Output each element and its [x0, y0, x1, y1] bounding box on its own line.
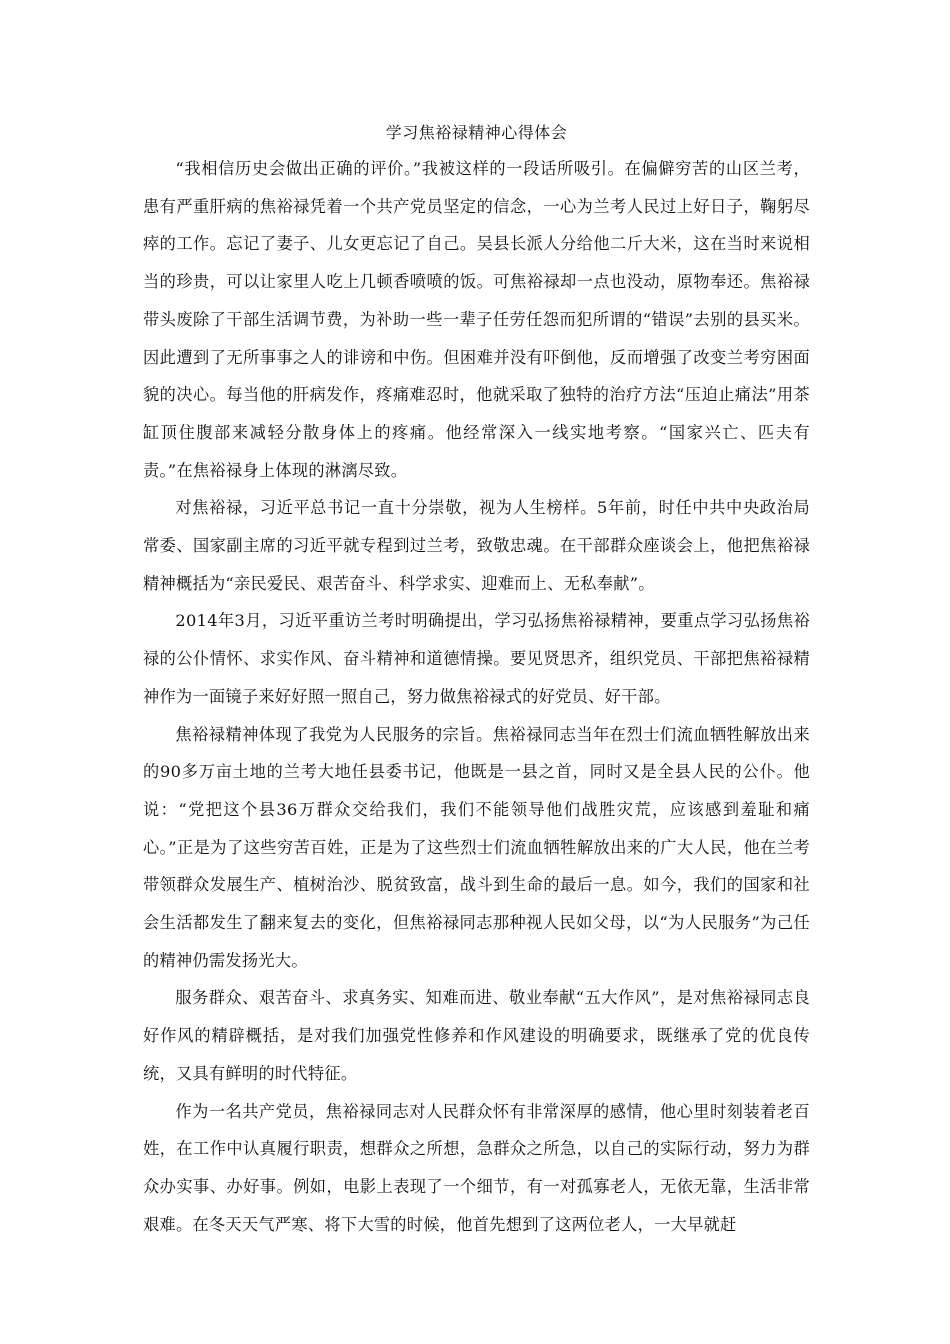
paragraph-6: 作为一名共产党员，焦裕禄同志对人民群众怀有非常深厚的感情，他心里时刻装着老百姓，在工作中认真履行职责，想群众之所想，急群众之所急，以自己的实际行动，努力为群众办实事、办好事。例如，电影上表现了一个细节，有一对孤寡老人，无依无靠，生活非常艰难。在冬天天气严寒、将下大雪的时候，他首先想到了这两位老人，一大早就赶 [143, 1101, 810, 1234]
document-title: 学习焦裕禄精神心得体会 [385, 123, 568, 142]
paragraph-3: 2014年3月，习近平重访兰考时明确提出，学习弘扬焦裕禄精神，要重点学习弘扬焦裕禄的公仆情怀、求实作风、奋斗精神和道德情操。要见贤思齐，组织党员、干部把焦裕禄精神作为一面镜子来好好照一照自己，努力做焦裕禄式的好党员、好干部。 [143, 611, 810, 706]
document-body [143, 116, 810, 1243]
paragraph-4: 焦裕禄精神体现了我党为人民服务的宗旨。焦裕禄同志当年在烈士们流血牺牲解放出来的90多万亩土地的兰考大地任县委书记，他既是一县之首，同时又是全县人民的公仆。他说：“党把这个县36万群众交给我们，我们不能领导他们战胜灾荒，应该感到羞耻和痛心。”正是为了这些穷苦百姓，正是为了这些烈士们流血牺牲解放出来的广大人民，他在兰考带领群众发展生产、植树治沙、脱贫致富，战斗到生命的最后一息。如今，我们的国家和社会生活都发生了翻来复去的变化，但焦裕禄同志那种视人民如父母，以“为人民服务”为己任的精神仍需发扬光大。 [143, 724, 810, 970]
paragraph-2: 对焦裕禄，习近平总书记一直十分崇敬，视为人生榜样。5年前，时任中共中央政治局常委、国家副主席的习近平就专程到过兰考，致敬忠魂。在干部群众座谈会上，他把焦裕禄精神概括为“亲民爱民、艰苦奋斗、科学求实、迎难而上、无私奉献”。 [143, 498, 810, 593]
paragraph-5: 服务群众、艰苦奋斗、求真务实、知难而进、敬业奉献“五大作风”，是对焦裕禄同志良好作风的精辟概括，是对我们加强党性修养和作风建设的明确要求，既继承了党的优良传统，又具有鲜明的时代特征。 [143, 988, 810, 1083]
paragraph-1: “我相信历史会做出正确的评价。”我被这样的一段话所吸引。在偏僻穷苦的山区兰考，患有严重肝病的焦裕禄凭着一个共产党员坚定的信念，一心为兰考人民过上好日子，鞠躬尽瘁的工作。忘记了妻子、儿女更忘记了自己。吴县长派人分给他二斤大米，这在当时来说相当的珍贵，可以让家里人吃上几顿香喷喷的饭。可焦裕禄却一点也没动，原物奉还。焦裕禄带头废除了干部生活调节费，为补助一些一辈子任劳任怨而犯所谓的“错误”去别的县买米。因此遭到了无所事事之人的诽谤和中伤。但困难并没有吓倒他，反而增强了改变兰考穷困面貌的决心。每当他的肝病发作，疼痛难忍时，他就采取了独特的治疗方法“压迫止痛法”用茶缸顶住腹部来减轻分散身体上的疼痛。他经常深入一线实地考察。“国家兴亡、匹夫有责。”在焦裕禄身上体现的淋漓尽致。 [143, 159, 810, 480]
